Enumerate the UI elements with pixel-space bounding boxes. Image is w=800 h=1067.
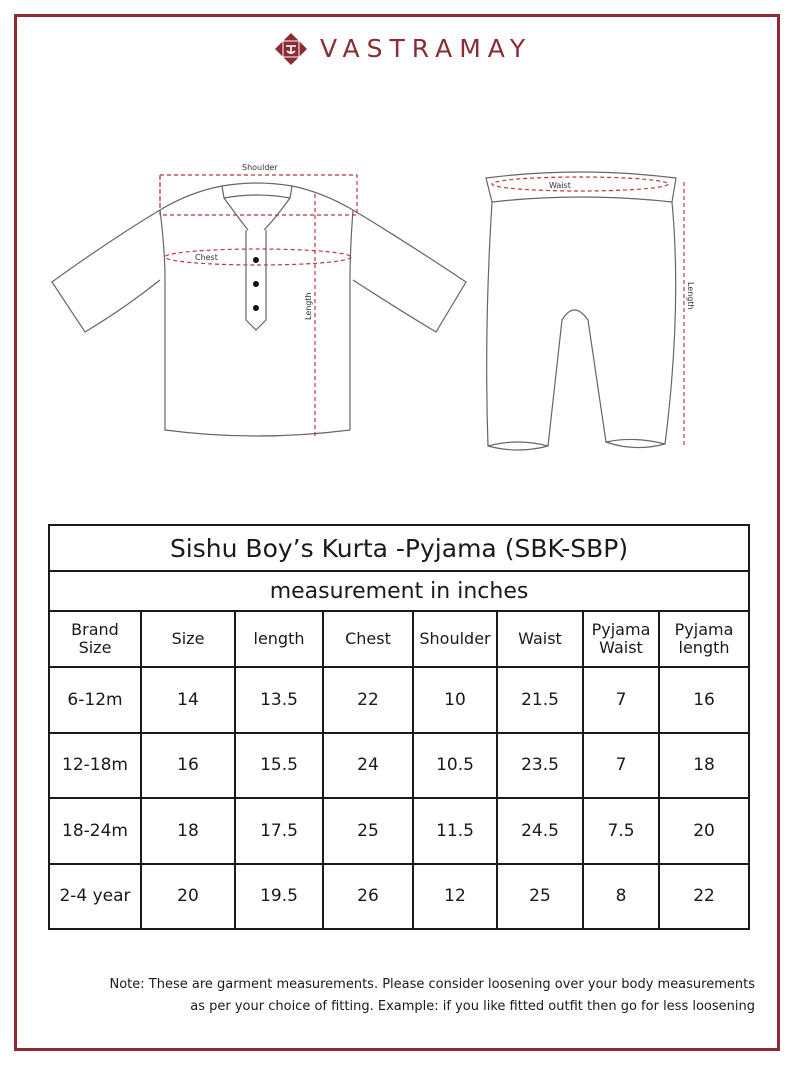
cell-length: 17.5 xyxy=(235,798,323,864)
kurta-diagram xyxy=(52,183,466,436)
cell-shoulder: 10 xyxy=(413,667,497,733)
cell-brand-size: 6-12m xyxy=(49,667,141,733)
vastramay-logo-icon xyxy=(274,32,308,66)
note-line-1: Note: These are garment measurements. Please consider loosening over your body measurements xyxy=(109,977,755,992)
table-title: Sishu Boy’s Kurta -Pyjama (SBK-SBP) xyxy=(49,525,749,571)
cell-waist: 21.5 xyxy=(497,667,583,733)
cell-size: 16 xyxy=(141,733,235,799)
cell-length: 15.5 xyxy=(235,733,323,799)
cell-pyjama-length: 16 xyxy=(659,667,749,733)
cell-pyjama-waist: 8 xyxy=(583,864,659,930)
header-size: Size xyxy=(141,611,235,667)
cell-chest: 22 xyxy=(323,667,413,733)
garment-diagrams xyxy=(0,150,800,470)
table-row xyxy=(49,733,749,799)
cell-pyjama-length: 18 xyxy=(659,733,749,799)
header-length: length xyxy=(235,611,323,667)
measurement-note xyxy=(40,974,755,1018)
brand-header xyxy=(0,30,800,70)
cell-brand-size: 12-18m xyxy=(49,733,141,799)
cell-shoulder: 12 xyxy=(413,864,497,930)
header-brand-size: Brand Size xyxy=(49,611,141,667)
cell-pyjama-waist: 7.5 xyxy=(583,798,659,864)
kurta-chest-label: Chest xyxy=(195,253,218,262)
pyjama-length-label: Length xyxy=(686,282,695,310)
cell-brand-size: 18-24m xyxy=(49,798,141,864)
table-header-row xyxy=(49,611,749,667)
cell-length: 19.5 xyxy=(235,864,323,930)
note-line-2: as per your choice of fitting. Example: if you like fitted outfit then go for less loosening xyxy=(190,999,755,1014)
cell-pyjama-waist: 7 xyxy=(583,733,659,799)
kurta-length-label: Length xyxy=(304,292,313,320)
header-chest: Chest xyxy=(323,611,413,667)
cell-chest: 24 xyxy=(323,733,413,799)
cell-shoulder: 10.5 xyxy=(413,733,497,799)
cell-size: 18 xyxy=(141,798,235,864)
cell-pyjama-waist: 7 xyxy=(583,667,659,733)
cell-shoulder: 11.5 xyxy=(413,798,497,864)
cell-brand-size: 2-4 year xyxy=(49,864,141,930)
cell-size: 20 xyxy=(141,864,235,930)
header-waist: Waist xyxy=(497,611,583,667)
cell-waist: 23.5 xyxy=(497,733,583,799)
header-pyjama-waist: Pyjama Waist xyxy=(583,611,659,667)
cell-waist: 25 xyxy=(497,864,583,930)
cell-chest: 25 xyxy=(323,798,413,864)
kurta-shoulder-label: Shoulder xyxy=(242,163,278,172)
cell-pyjama-length: 22 xyxy=(659,864,749,930)
header-shoulder: Shoulder xyxy=(413,611,497,667)
table-row xyxy=(49,667,749,733)
pyjama-diagram xyxy=(486,172,676,450)
cell-waist: 24.5 xyxy=(497,798,583,864)
size-chart-table xyxy=(48,524,750,930)
table-row xyxy=(49,798,749,864)
cell-size: 14 xyxy=(141,667,235,733)
table-subtitle: measurement in inches xyxy=(49,571,749,611)
cell-chest: 26 xyxy=(323,864,413,930)
cell-pyjama-length: 20 xyxy=(659,798,749,864)
cell-length: 13.5 xyxy=(235,667,323,733)
header-pyjama-length: Pyjama length xyxy=(659,611,749,667)
pyjama-waist-label: Waist xyxy=(549,181,571,190)
brand-name: VASTRAMAY xyxy=(320,34,533,63)
table-row xyxy=(49,864,749,930)
